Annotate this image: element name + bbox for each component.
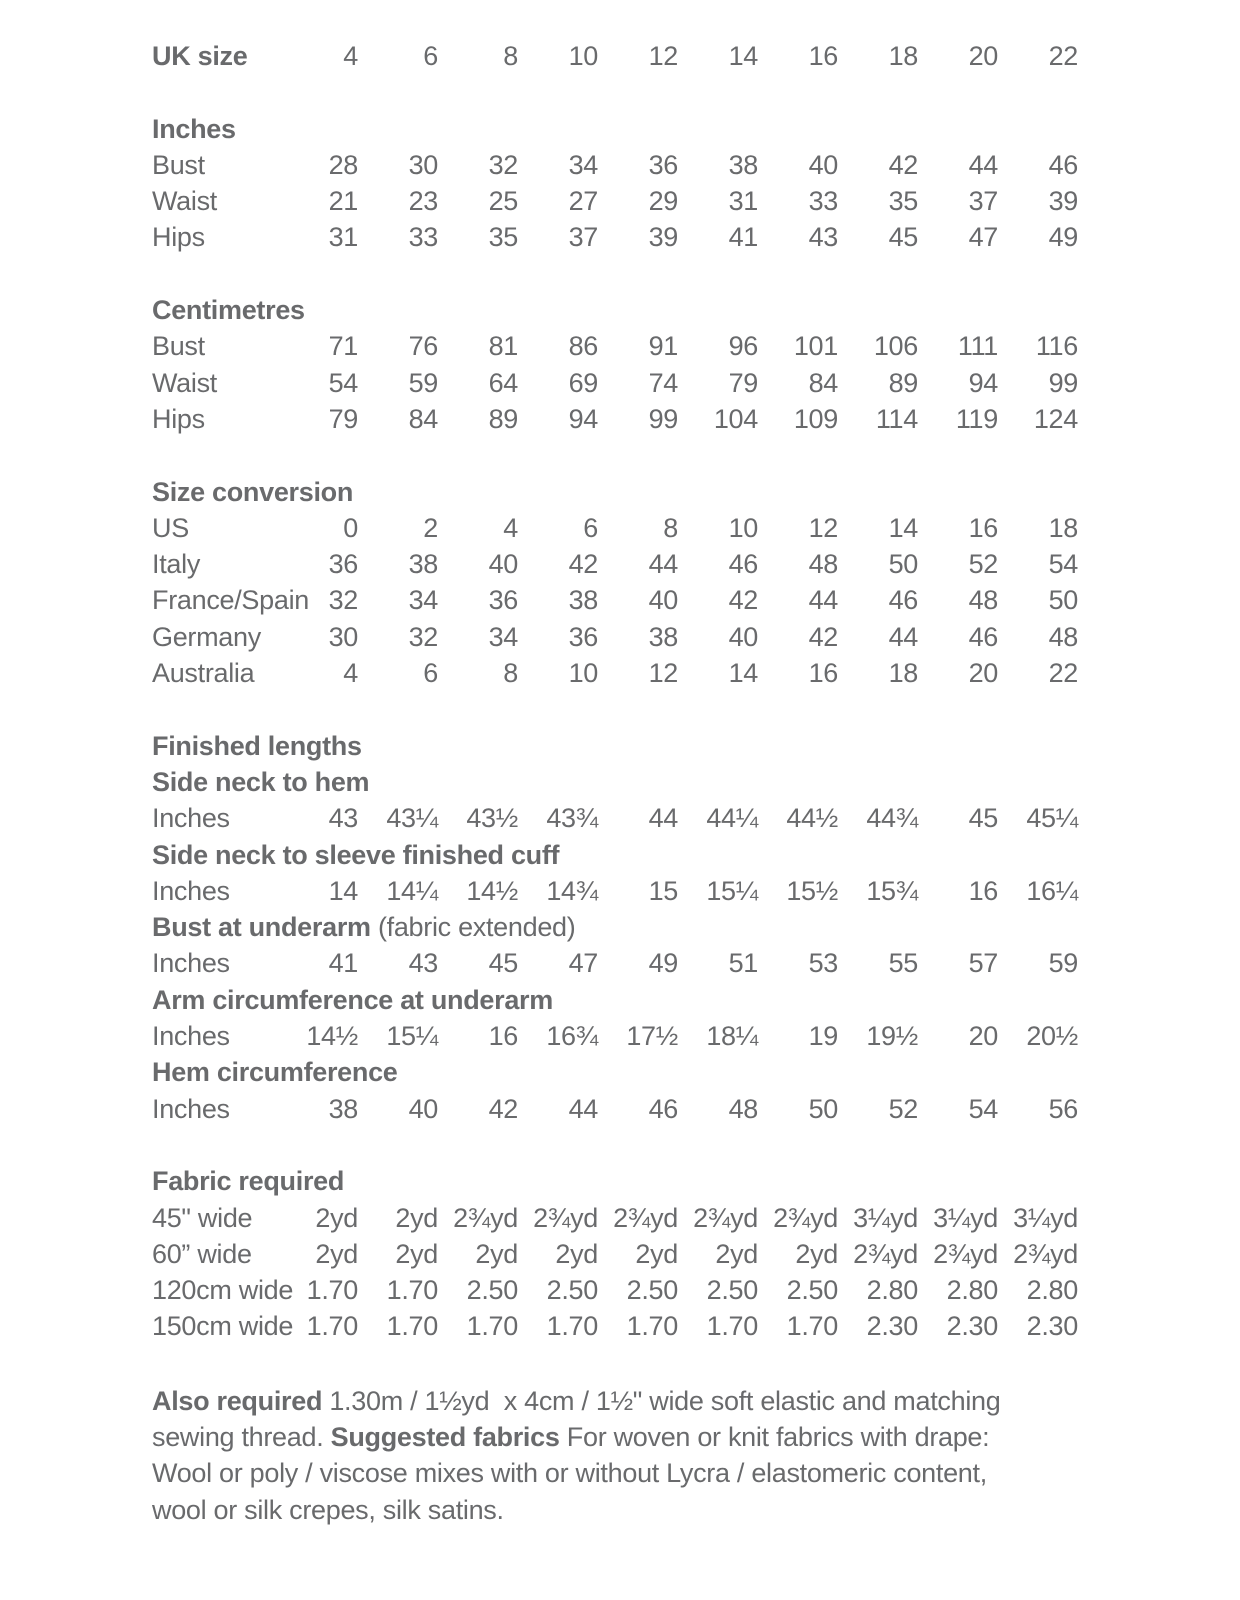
size-value: 44 [968, 149, 998, 180]
size-value: 2yd [315, 1202, 358, 1233]
size-value: 37 [568, 222, 598, 253]
size-value: 104 [713, 403, 758, 434]
notes-line [152, 1419, 1240, 1455]
size-value: 38 [568, 585, 598, 616]
size-value: 10 [728, 512, 758, 543]
size-value: 55 [888, 948, 918, 979]
size-value: 18 [888, 41, 918, 71]
size-value: 2.50 [466, 1275, 518, 1306]
size-value: 43 [808, 222, 838, 253]
section-gap [152, 691, 1078, 727]
size-value: 16 [968, 875, 998, 906]
table-row [152, 655, 1078, 691]
size-value: 6 [423, 658, 438, 689]
size-value: 2¾yd [1013, 1238, 1078, 1269]
size-value: 40 [648, 585, 678, 616]
notes-text: 1.30m / 1½yd x 4cm / 1½" wide soft elastic and matching [322, 1385, 1001, 1416]
size-value: 1.70 [466, 1311, 518, 1342]
size-value: 15 [648, 875, 678, 906]
table-row [152, 1200, 1078, 1236]
row-label: US [152, 512, 189, 543]
size-value: 2¾yd [453, 1202, 518, 1233]
section-gap [152, 1127, 1078, 1163]
size-value: 47 [968, 222, 998, 253]
size-value: 22 [1048, 41, 1078, 71]
size-value: 2yd [635, 1238, 678, 1269]
size-value: 48 [968, 585, 998, 616]
size-value: 53 [808, 948, 838, 979]
size-value: 46 [728, 549, 758, 580]
size-value: 44 [568, 1093, 598, 1124]
size-value: 44½ [786, 803, 838, 834]
size-value: 46 [888, 585, 918, 616]
size-value: 14 [728, 658, 758, 689]
size-value: 1.70 [546, 1311, 598, 1342]
size-value: 18 [1048, 512, 1078, 543]
size-value: 48 [728, 1093, 758, 1124]
notes-text: wool or silk crepes, silk satins. [152, 1494, 504, 1525]
section-heading [152, 728, 1078, 764]
size-value: 54 [1048, 549, 1078, 580]
section-gap [152, 74, 1078, 110]
size-value: 2yd [315, 1238, 358, 1269]
size-value: 14½ [306, 1021, 358, 1052]
section-gap [152, 256, 1078, 292]
size-value: 99 [1048, 367, 1078, 398]
size-value: 79 [728, 367, 758, 398]
section-heading-text: Side neck to sleeve finished cuff [152, 839, 560, 870]
size-value: 30 [408, 149, 438, 180]
size-value: 2.50 [706, 1275, 758, 1306]
size-value: 39 [648, 222, 678, 253]
size-value: 34 [488, 621, 518, 652]
size-value: 14 [888, 512, 918, 543]
size-value: 36 [568, 621, 598, 652]
size-value: 36 [488, 585, 518, 616]
size-value: 4 [343, 658, 358, 689]
size-value: 12 [808, 512, 838, 543]
row-label: Waist [152, 367, 217, 398]
size-value: 2.50 [546, 1275, 598, 1306]
table-row [152, 183, 1078, 219]
row-label: UK size [152, 41, 248, 71]
size-value: 34 [408, 585, 438, 616]
size-value: 16 [488, 1021, 518, 1052]
size-value: 114 [875, 403, 918, 434]
row-label: 60” wide [152, 1238, 252, 1269]
size-value: 43½ [466, 803, 518, 834]
size-value: 20½ [1026, 1021, 1078, 1052]
size-value: 25 [488, 186, 518, 217]
size-value: 44 [808, 585, 838, 616]
size-value: 16¼ [1026, 875, 1078, 906]
size-value: 33 [408, 222, 438, 253]
notes-text: For woven or knit fabrics with drape: [559, 1421, 990, 1452]
section-heading [152, 909, 1078, 945]
size-value: 101 [793, 331, 838, 362]
table-row [152, 800, 1078, 836]
size-value: 41 [728, 222, 758, 253]
size-value: 45 [488, 948, 518, 979]
size-value: 32 [488, 149, 518, 180]
row-label: Inches [152, 948, 230, 979]
size-value: 35 [488, 222, 518, 253]
size-value: 37 [968, 186, 998, 217]
size-value: 20 [968, 41, 998, 71]
size-value: 71 [328, 331, 358, 362]
size-value: 15¼ [386, 1021, 438, 1052]
size-value: 6 [423, 41, 438, 71]
size-value: 54 [328, 367, 358, 398]
row-label: Inches [152, 1093, 230, 1124]
table-row [152, 219, 1078, 255]
size-value: 44 [648, 803, 678, 834]
size-value: 116 [1035, 331, 1078, 362]
size-value: 49 [648, 948, 678, 979]
table-row [152, 401, 1078, 437]
section-heading [152, 982, 1078, 1018]
size-value: 43 [408, 948, 438, 979]
size-value: 14 [728, 41, 758, 71]
row-label: Inches [152, 1021, 230, 1052]
notes-bold-label: Also required [152, 1385, 323, 1416]
size-value: 94 [568, 403, 598, 434]
size-value: 57 [968, 948, 998, 979]
size-value: 1.70 [626, 1311, 678, 1342]
section-heading-text: Fabric required [152, 1166, 345, 1197]
size-table [152, 38, 1078, 1345]
size-value: 54 [968, 1093, 998, 1124]
size-value: 119 [955, 403, 998, 434]
size-value: 84 [408, 403, 438, 434]
size-value: 15¾ [866, 875, 918, 906]
size-value: 52 [888, 1093, 918, 1124]
table-row [152, 328, 1078, 364]
size-value: 45 [968, 803, 998, 834]
size-value: 106 [873, 331, 918, 362]
row-label: France/Spain [152, 585, 309, 616]
table-row [152, 582, 1078, 618]
size-value: 4 [503, 512, 518, 543]
section-heading [152, 292, 1078, 328]
size-value: 28 [328, 149, 358, 180]
size-value: 36 [648, 149, 678, 180]
size-value: 2.30 [946, 1311, 998, 1342]
size-value: 3¼yd [853, 1202, 918, 1233]
notes-line [152, 1455, 1240, 1491]
size-value: 1.70 [386, 1275, 438, 1306]
size-value: 40 [808, 149, 838, 180]
size-value: 43¾ [546, 803, 598, 834]
size-value: 35 [888, 186, 918, 217]
size-value: 76 [408, 331, 438, 362]
size-value: 44¼ [706, 803, 758, 834]
size-value: 42 [568, 549, 598, 580]
row-label: Hips [152, 222, 205, 253]
size-value: 84 [808, 367, 838, 398]
size-value: 1.70 [386, 1311, 438, 1342]
row-label: Italy [152, 549, 201, 580]
row-label: 120cm wide [152, 1275, 294, 1306]
section-heading-text: Side neck to hem [152, 766, 370, 797]
row-label: Bust [152, 149, 205, 180]
size-value: 50 [808, 1093, 838, 1124]
size-value: 2¾yd [773, 1202, 838, 1233]
notes-paragraph [152, 1383, 1240, 1528]
size-value: 38 [648, 621, 678, 652]
section-heading-text: Size conversion [152, 476, 354, 507]
size-value: 8 [503, 658, 518, 689]
row-label: 45" wide [152, 1202, 253, 1233]
size-value: 3¼yd [1013, 1202, 1078, 1233]
size-value: 48 [1048, 621, 1078, 652]
table-row [152, 1308, 1078, 1344]
size-value: 56 [1048, 1093, 1078, 1124]
size-value: 99 [648, 403, 678, 434]
size-value: 2¾yd [533, 1202, 598, 1233]
size-value: 19 [808, 1021, 838, 1052]
section-heading [152, 837, 1078, 873]
size-value: 16 [968, 512, 998, 543]
size-value: 96 [728, 331, 758, 362]
size-value: 43 [328, 803, 358, 834]
table-row [152, 873, 1078, 909]
size-value: 8 [503, 41, 518, 71]
size-value: 32 [408, 621, 438, 652]
row-label: Bust [152, 331, 205, 362]
size-value: 89 [488, 403, 518, 434]
size-value: 14½ [466, 875, 518, 906]
size-value: 45¼ [1026, 803, 1078, 834]
size-value: 1.70 [306, 1311, 358, 1342]
size-value: 86 [568, 331, 598, 362]
row-label: Waist [152, 186, 217, 217]
size-value: 46 [648, 1093, 678, 1124]
size-value: 111 [957, 331, 998, 362]
table-row [152, 945, 1078, 981]
size-value: 19½ [866, 1021, 918, 1052]
size-value: 46 [968, 621, 998, 652]
section-heading [152, 1163, 1078, 1199]
size-value: 15½ [786, 875, 838, 906]
size-value: 52 [968, 549, 998, 580]
size-value: 15¼ [706, 875, 758, 906]
section-gap [152, 437, 1078, 473]
size-value: 31 [728, 186, 758, 217]
section-heading-text: Finished lengths [152, 730, 362, 761]
row-label: Australia [152, 658, 255, 689]
row-label: Inches [152, 803, 230, 834]
size-value: 21 [328, 186, 358, 217]
size-value: 30 [328, 621, 358, 652]
section-heading-suffix: (fabric extended) [370, 912, 576, 943]
row-label: Hips [152, 403, 205, 434]
size-value: 51 [728, 948, 758, 979]
size-value: 2yd [555, 1238, 598, 1269]
size-value: 69 [568, 367, 598, 398]
size-value: 3¼yd [933, 1202, 998, 1233]
size-value: 2.50 [786, 1275, 838, 1306]
section-heading [152, 474, 1078, 510]
section-heading [152, 1054, 1078, 1090]
size-value: 2.30 [1026, 1311, 1078, 1342]
size-value: 2.80 [866, 1275, 918, 1306]
size-value: 44 [888, 621, 918, 652]
size-value: 18¼ [706, 1021, 758, 1052]
size-value: 74 [648, 367, 678, 398]
table-row [152, 1272, 1078, 1308]
section-heading-text: Arm circumference at underarm [152, 984, 553, 1015]
size-value: 39 [1048, 186, 1078, 217]
size-value: 48 [808, 549, 838, 580]
size-value: 2.30 [866, 1311, 918, 1342]
size-value: 42 [488, 1093, 518, 1124]
size-value: 2yd [475, 1238, 518, 1269]
row-label: Germany [152, 621, 261, 652]
size-value: 20 [968, 1021, 998, 1052]
table-row [152, 1236, 1078, 1272]
section-heading-text: Centimetres [152, 295, 305, 326]
size-value: 14¼ [386, 875, 438, 906]
section-heading [152, 764, 1078, 800]
size-value: 16 [808, 41, 838, 71]
size-value: 20 [968, 658, 998, 689]
size-value: 2¾yd [933, 1238, 998, 1269]
table-row [152, 147, 1078, 183]
size-value: 59 [1048, 948, 1078, 979]
notes-line [152, 1492, 1240, 1528]
size-value: 2¾yd [693, 1202, 758, 1233]
size-value: 2¾yd [853, 1238, 918, 1269]
size-value: 38 [408, 549, 438, 580]
section-heading-text: Hem circumference [152, 1057, 398, 1088]
table-row [152, 1018, 1078, 1054]
size-value: 1.70 [306, 1275, 358, 1306]
size-value: 36 [328, 549, 358, 580]
size-value: 31 [328, 222, 358, 253]
size-value: 6 [583, 512, 598, 543]
table-row [152, 619, 1078, 655]
notes-text: sewing thread. [152, 1421, 331, 1452]
size-value: 2.80 [946, 1275, 998, 1306]
section-heading [152, 111, 1078, 147]
size-value: 2¾yd [613, 1202, 678, 1233]
table-row [152, 1091, 1078, 1127]
size-value: 45 [888, 222, 918, 253]
notes-text: Wool or poly / viscose mixes with or without Lycra / elastomeric content, [152, 1458, 987, 1489]
size-value: 79 [328, 403, 358, 434]
size-value: 33 [808, 186, 838, 217]
size-value: 2yd [715, 1238, 758, 1269]
size-value: 29 [648, 186, 678, 217]
section-heading-text: Bust at underarm [152, 912, 371, 943]
size-value: 10 [568, 41, 598, 71]
size-value: 44 [648, 549, 678, 580]
size-value: 2.50 [626, 1275, 678, 1306]
size-value: 109 [793, 403, 838, 434]
size-value: 46 [1048, 149, 1078, 180]
size-value: 27 [568, 186, 598, 217]
notes-bold-label: Suggested fabrics [330, 1421, 560, 1452]
size-value: 81 [488, 331, 518, 362]
size-value: 38 [728, 149, 758, 180]
size-value: 91 [648, 331, 678, 362]
size-value: 2yd [395, 1238, 438, 1269]
table-row [152, 510, 1078, 546]
size-value: 4 [343, 41, 358, 71]
size-value: 12 [648, 658, 678, 689]
size-value: 17½ [626, 1021, 678, 1052]
table-row [152, 546, 1078, 582]
size-value: 16 [808, 658, 838, 689]
size-value: 59 [408, 367, 438, 398]
size-value: 1.70 [706, 1311, 758, 1342]
size-value: 40 [488, 549, 518, 580]
table-row [152, 38, 1078, 74]
size-value: 18 [888, 658, 918, 689]
size-value: 64 [488, 367, 518, 398]
size-value: 16¾ [546, 1021, 598, 1052]
size-value: 43¼ [386, 803, 438, 834]
size-value: 32 [328, 585, 358, 616]
size-value: 2.80 [1026, 1275, 1078, 1306]
size-value: 41 [328, 948, 358, 979]
size-value: 34 [568, 149, 598, 180]
size-value: 23 [408, 186, 438, 217]
size-value: 22 [1048, 658, 1078, 689]
table-row [152, 365, 1078, 401]
section-heading-text: Inches [152, 113, 236, 144]
size-value: 50 [1048, 585, 1078, 616]
size-value: 2yd [395, 1202, 438, 1233]
size-value: 47 [568, 948, 598, 979]
size-value: 42 [888, 149, 918, 180]
size-value: 40 [728, 621, 758, 652]
size-value: 12 [648, 41, 678, 71]
size-value: 10 [568, 658, 598, 689]
size-value: 94 [968, 367, 998, 398]
size-value: 1.70 [786, 1311, 838, 1342]
size-value: 50 [888, 549, 918, 580]
size-value: 14 [328, 875, 358, 906]
size-value: 89 [888, 367, 918, 398]
size-value: 42 [728, 585, 758, 616]
size-value: 38 [328, 1093, 358, 1124]
size-value: 40 [408, 1093, 438, 1124]
size-value: 124 [1033, 403, 1078, 434]
row-label: 150cm wide [152, 1311, 294, 1342]
size-value: 0 [343, 512, 358, 543]
size-value: 2yd [795, 1238, 838, 1269]
size-value: 42 [808, 621, 838, 652]
size-value: 14¾ [546, 875, 598, 906]
size-value: 2 [423, 512, 438, 543]
size-value: 49 [1048, 222, 1078, 253]
size-value: 8 [663, 512, 678, 543]
row-label: Inches [152, 875, 230, 906]
size-value: 44¾ [866, 803, 918, 834]
notes-line [152, 1383, 1240, 1419]
